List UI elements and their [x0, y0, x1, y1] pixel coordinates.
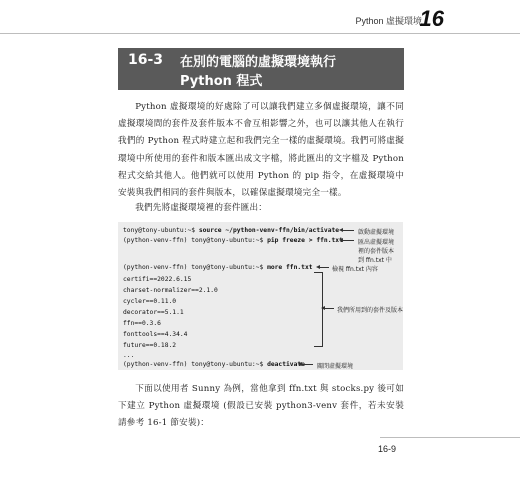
code-output-line: fonttools==4.34.4 — [123, 331, 188, 338]
annotation-deactivate: 關閉虛擬環境 — [317, 363, 354, 370]
section-number: 16-3 — [128, 52, 164, 68]
code-output-line: cycler==0.11.0 — [123, 298, 177, 305]
section-title-line1: 在別的電腦的虛擬環境執行 — [180, 55, 337, 70]
code-output-line: charset-normalizer==2.1.0 — [123, 287, 218, 294]
annotation-activate: 啟動虛擬環境 — [358, 229, 395, 236]
annotation-packages: 我們所用到的套件及版本 — [337, 307, 404, 314]
annotation-export-3: 到 ffn.txt 中 — [358, 257, 392, 264]
callout-arrow — [319, 267, 329, 268]
code-output-line: future==0.18.2 — [123, 342, 177, 349]
code-line: (python-venv-ffn) tony@tony-ubuntu:~$ deactivate — [123, 361, 305, 368]
code-ellipsis: ... — [123, 352, 135, 359]
footer-rule — [380, 437, 520, 438]
code-line: tony@tony-ubuntu:~$ source ~/python-venv-ffn/bin/activate — [123, 227, 340, 234]
callout-arrow — [301, 364, 313, 365]
code-output-line: decorator==5.1.1 — [123, 309, 184, 316]
body-paragraph: 下面以使用者 Sunny 為例，當他拿到 ffn.txt 與 stocks.py 後可如下建立 Python 虛擬環境 (假設已安裝 python3-venv 套件，若未安裝請參考 16-1 節安裝)： — [118, 384, 404, 429]
code-line: (python-venv-ffn) tony@tony-ubuntu:~$ more ffn.txt — [123, 264, 313, 271]
callout-arrow — [324, 308, 334, 309]
header-rule — [0, 33, 520, 34]
code-block — [118, 222, 403, 370]
code-output-line: certifi==2022.6.15 — [123, 276, 192, 283]
section-title-box — [118, 48, 404, 90]
page-number: 16-9 — [378, 444, 397, 454]
chapter-number: 16 — [419, 6, 444, 31]
annotation-export-1: 匯出虛擬環境 — [358, 239, 395, 246]
section-title-line2: Python 程式 — [180, 74, 263, 89]
annotation-export-2: 裡的套件版本 — [358, 248, 395, 255]
code-output-line: ffn==0.3.6 — [123, 320, 161, 327]
callout-arrow — [342, 240, 354, 241]
annotation-view: 檢視 ffn.txt 內容 — [332, 266, 378, 273]
intro-paragraph: 我們先將虛擬環境裡的套件匯出： — [135, 203, 268, 213]
callout-arrow — [342, 230, 354, 231]
body-paragraph: Python 虛擬環境的好處除了可以讓我們建立多個虛擬環境，讓不同虛擬環境間的套件及套件版本不會互相影響之外，也可以讓其他人在執行我們的 Python 程式時建立起和我們完全一樣的虛擬環境。我們可將虛擬環境中所使用的套件和版本匯出成文字檔，將此匯出的文字檔及 Python 程式交給其他人。他們就可以使用 Python 的 pip 指令，在虛擬環境中安裝與我們相同的套件與版本，以確保虛擬環境完全一樣。 — [118, 102, 404, 199]
code-line: (python-venv-ffn) tony@tony-ubuntu:~$ pip freeze > ffn.txt — [123, 237, 343, 244]
running-header: Python 虛擬環境 — [355, 16, 422, 26]
